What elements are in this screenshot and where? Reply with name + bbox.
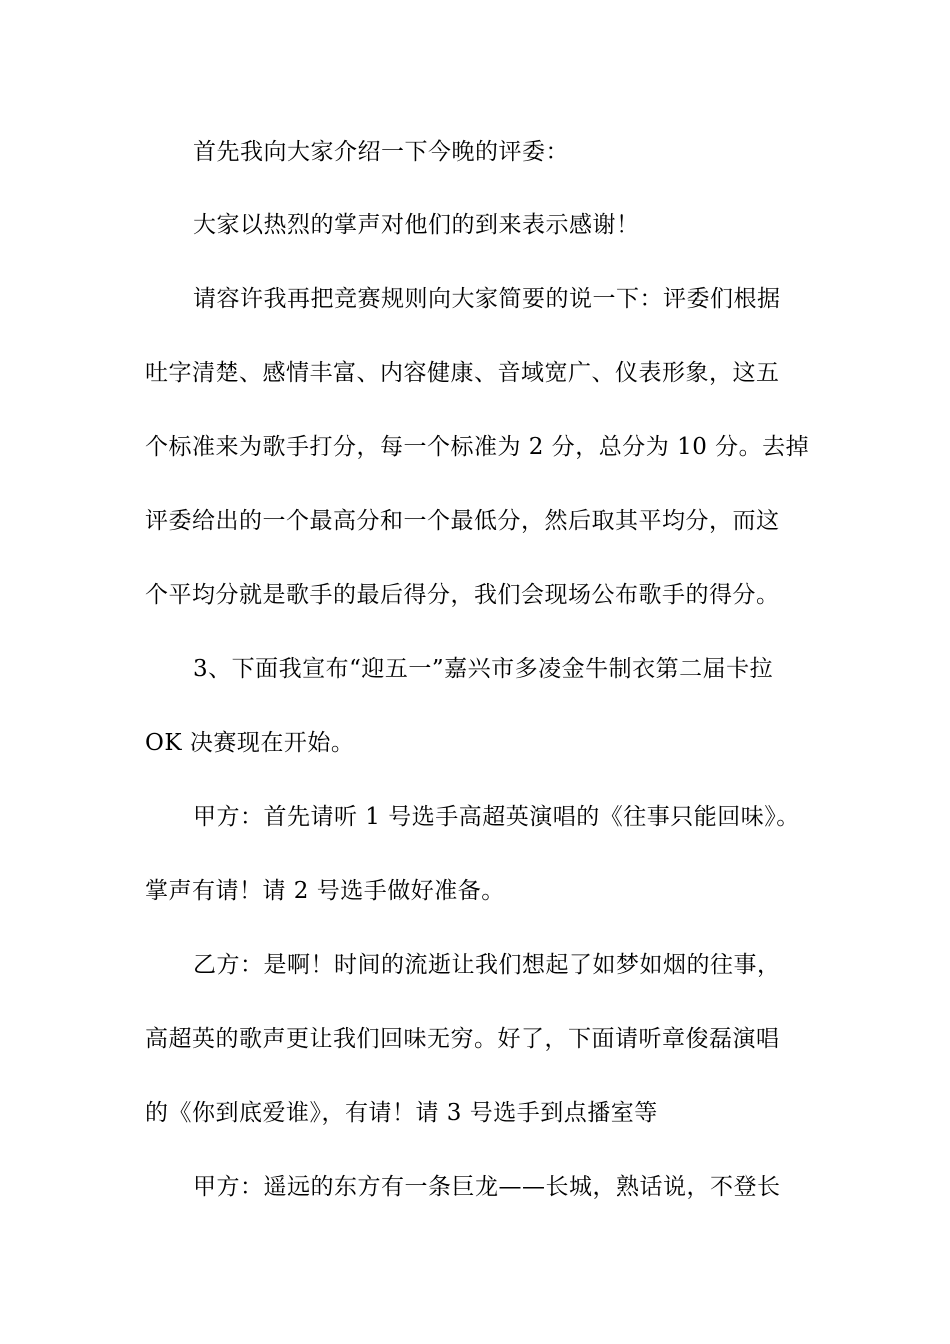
text-line-5: 个标准来为歌手打分，每一个标准为 2 分，总分为 10 分。去掉 [145,434,810,460]
text-line-13: 高超英的歌声更让我们回味无穷。好了，下面请听章俊磊演唱 [145,1026,780,1052]
text-line-4: 吐字清楚、感情丰富、内容健康、音域宽广、仪表形象，这五 [145,360,780,386]
text-line-3: 请容许我再把竞赛规则向大家简要的说一下：评委们根据 [193,286,781,312]
text-line-8: 3、下面我宣布“迎五一”嘉兴市多凌金牛制衣第二届卡拉 [193,656,774,682]
text-line-15: 甲方：遥远的东方有一条巨龙——长城，熟话说，不登长 [193,1174,781,1200]
text-line-6: 评委给出的一个最高分和一个最低分，然后取其平均分，而这 [145,508,780,534]
text-line-1: 首先我向大家介绍一下今晚的评委： [193,139,569,165]
text-line-14: 的《你到底爱谁》，有请！请 3 号选手到点播室等 [145,1100,658,1126]
text-line-10: 甲方：首先请听 1 号选手高超英演唱的《往事只能回味》。 [193,804,800,830]
text-line-12: 乙方：是啊！时间的流逝让我们想起了如梦如烟的往事， [193,952,781,978]
text-line-7: 个平均分就是歌手的最后得分，我们会现场公布歌手的得分。 [145,582,780,608]
text-line-11: 掌声有请！请 2 号选手做好准备。 [145,878,505,904]
text-line-2: 大家以热烈的掌声对他们的到来表示感谢！ [193,212,640,238]
text-line-9: OK 决赛现在开始。 [145,730,355,756]
